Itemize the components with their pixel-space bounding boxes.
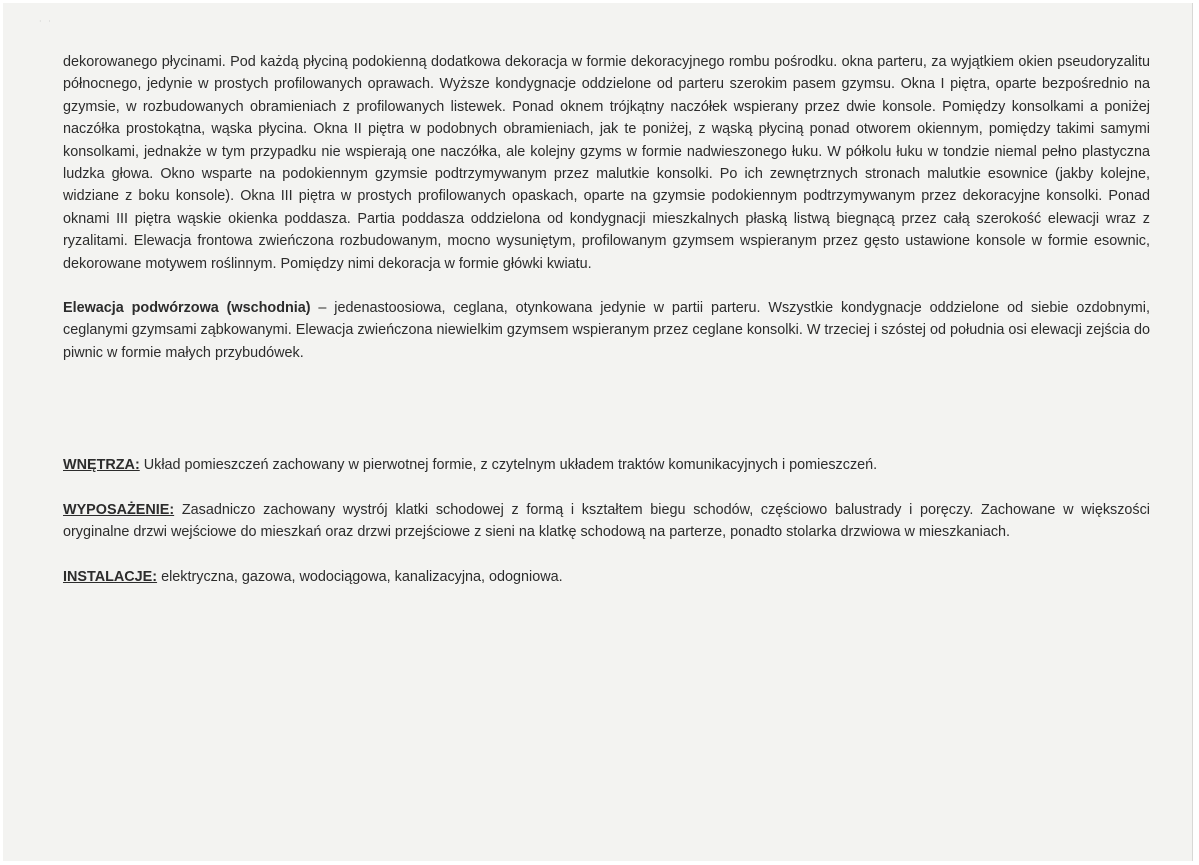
east-elevation-title: Elewacja podwórzowa (wschodnia) <box>63 300 311 317</box>
document-card <box>3 3 1193 861</box>
east-elevation-paragraph <box>63 297 1150 364</box>
scan-artifact-mark: · · <box>39 17 53 26</box>
interiors-heading: WNĘTRZA: <box>63 457 140 474</box>
equipment-paragraph <box>63 499 1150 544</box>
facade-description-paragraph: dekorowanego płycinami. Pod każdą płyciną podokienną dodatkowa dekoracja w formie dekoracyjnego rombu pośrodku. okna parteru, za wyjątkiem okien pseudoryzalitu północnego, jedynie w prostych profilowanych oprawach. Wyższe kondygnacje oddzielone od parteru szerokim pasem gzymsu. Okna I piętra, oparte bezpośrednio na gzymsie, w rozbudowanych obramieniach z profilowanych listewek. Ponad oknem trójkątny naczółek wspierany przez dwie konsole. Pomiędzy konsolkami a poniżej naczółka prostokątna, wąska płycina. Okna II piętra w podobnych obramieniach, jak te poniżej, z wąską płyciną ponad otworem okiennym, pomiędzy takimi samymi konsolkami, jednakże w tym przypadku nie wspierają one naczółka, ale kolejny gzyms w formie nadwieszonego łuku. W półkolu łuku w tondzie niemal pełno plastyczna ludzka głowa. Okno wsparte na podokiennym gzymsie podtrzymywanym przez malutkie konsolki. Po ich zewnętrznych stronach malutkie esownice (jakby kolejne, widziane z boku konsole). Okna III piętra w prostych profilowanych opaskach, oparte na gzymsie podokiennym podtrzymywanym przez dekoracyjne konsolki. Ponad oknami III piętra wąskie okienka poddasza. Partia poddasza oddzielona od kondygnacji mieszkalnych płaską listwą biegnącą przez całą szerokość elewacji wraz z ryzalitami. Elewacja frontowa zwieńczona rozbudowanym, mocno wysuniętym, profilowanym gzymsem wspieranym przez gęsto ustawione konsole w formie esownic, dekorowane motywem roślinnym. Pomiędzy nimi dekoracja w formie główki kwiatu. <box>63 54 1150 272</box>
interiors-paragraph <box>63 454 1150 476</box>
east-elevation-text: – jedenastoosiowa, ceglana, otynkowana jedynie w partii parteru. Wszystkie kondygnacje oddzielone od siebie ozdobnymi, ceglanymi gzymsami ząbkowanymi. Elewacja zwieńczona niewielkim gzymsem wspieranym przez ceglane konsolki. W trzeciej i szóstej od południa osi elewacji zejścia do piwnic w formie małych przybudówek. <box>63 300 1150 361</box>
document-body <box>63 51 1150 588</box>
equipment-heading: WYPOSAŻENIE: <box>63 501 175 518</box>
installations-heading: INSTALACJE: <box>63 568 158 585</box>
installations-paragraph <box>63 566 1150 588</box>
installations-text: elektryczna, gazowa, wodociągowa, kanalizacyjna, odogniowa. <box>157 568 563 585</box>
interiors-text: Układ pomieszczeń zachowany w pierwotnej formie, z czytelnym układem traktów komunikacyjnych i pomieszczeń. <box>139 457 878 474</box>
equipment-text: Zasadniczo zachowany wystrój klatki schodowej z formą i kształtem biegu schodów, częściowo balustrady i poręczy. Zachowane w większości oryginalne drzwi wejściowe do mieszkań oraz drzwi przejściowe z sieni na klatkę schodową na parterze, ponadto stolarka drzwiowa w mieszkaniach. <box>63 501 1150 541</box>
